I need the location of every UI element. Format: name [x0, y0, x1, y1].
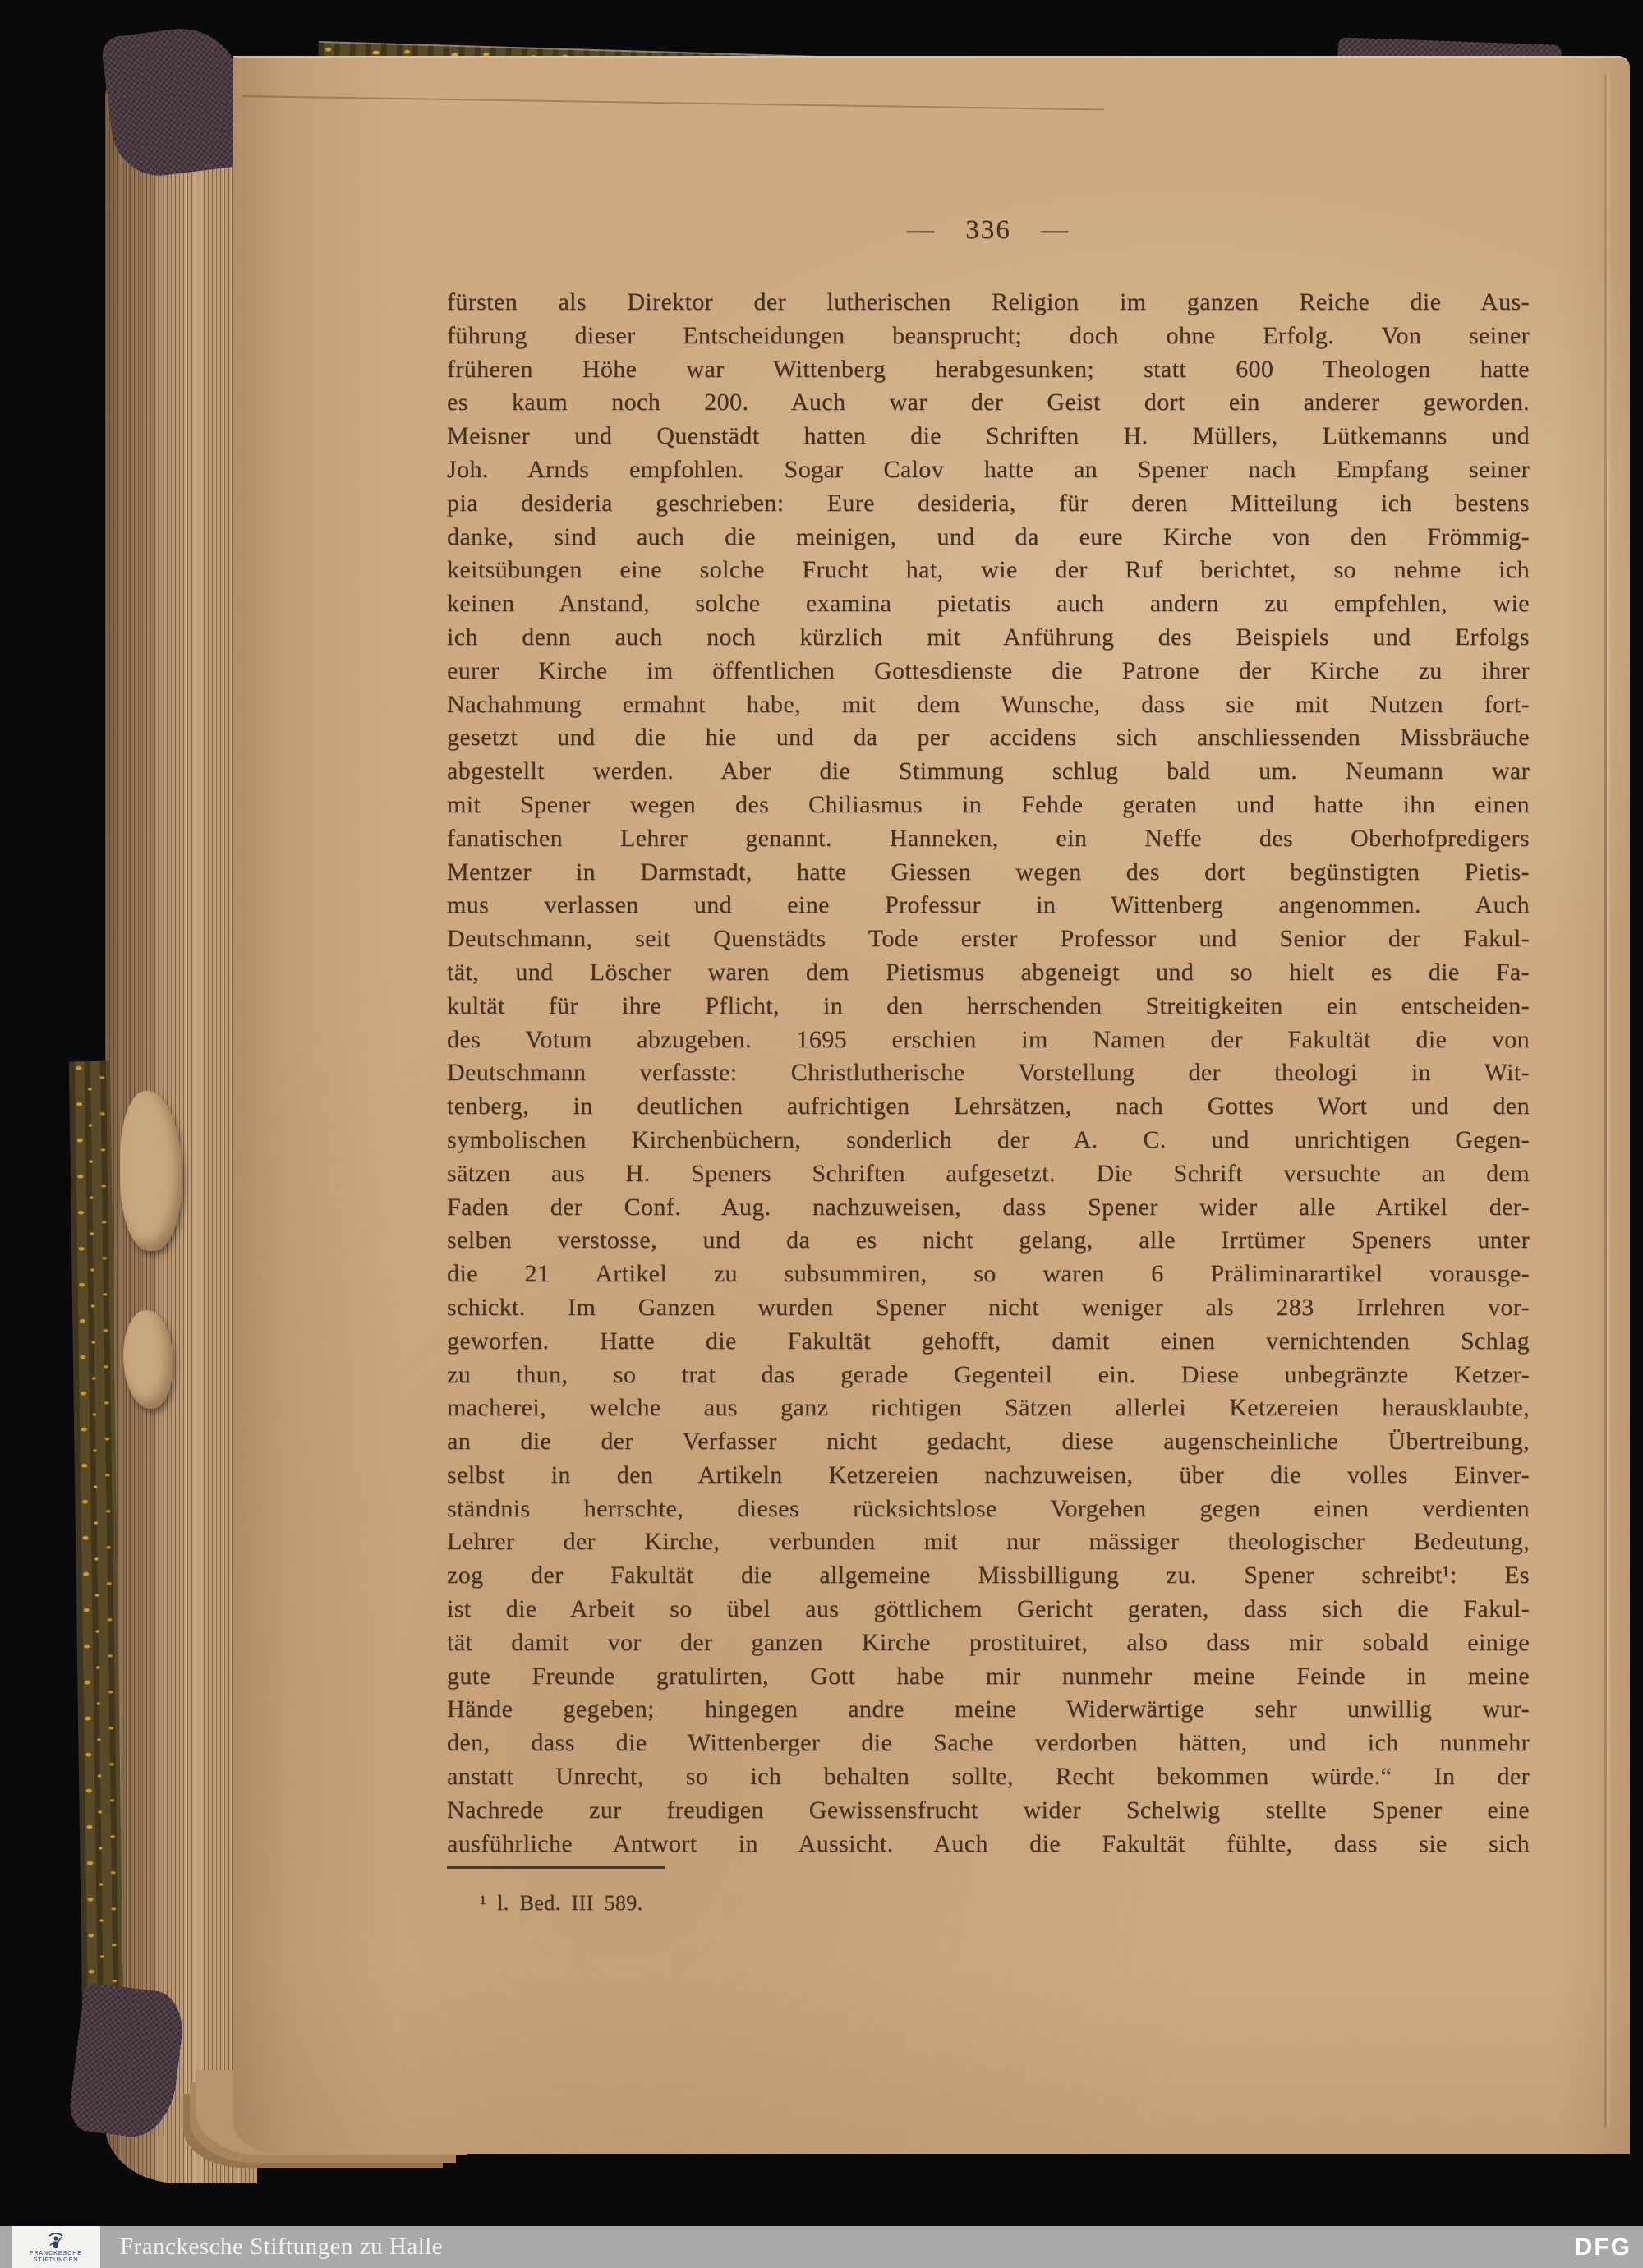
text-line: symbolischen Kirchenbüchern, sonderlich der A. C. und unrichtigen Gegen-	[447, 1125, 1530, 1153]
text-line: Meisner und Quenstädt hatten die Schriften H. Müllers, Lütkemanns und	[447, 422, 1530, 450]
page-number: — 336 —	[907, 215, 1070, 245]
text-line: kultät für ihre Pflicht, in den herrschenden Streitigkeiten ein entscheiden-	[447, 991, 1530, 1019]
text-line: macherei, welche aus ganz richtigen Sätzen allerlei Ketzereien herausklaubte,	[447, 1394, 1530, 1422]
text-line: des Votum abzugeben. 1695 erschien im Namen der Fakultät die von	[447, 1025, 1530, 1053]
book-page	[233, 56, 1630, 2154]
page-fold-line	[242, 95, 1104, 110]
text-line: ausführliche Antwort in Aussicht. Auch die Fakultät fühlte, dass sie sich	[447, 1829, 1530, 1857]
text-line: fürsten als Direktor der lutherischen Religion im ganzen Reiche die Aus-	[447, 288, 1530, 315]
text-line: Mentzer in Darmstadt, hatte Giessen wegen des dort begünstigten Pietis-	[447, 858, 1530, 886]
cover-corner-cloth	[100, 22, 252, 182]
text-line: ich denn auch noch kürzlich mit Anführung des Beispiels und Erfolgs	[447, 623, 1530, 651]
text-line: ständnis herrschte, dieses rücksichtslose Vorgehen gegen einen verdienten	[447, 1494, 1530, 1522]
footnote: ¹ l. Bed. III 589.	[480, 1891, 643, 1915]
franckesche-stiftungen-logo	[12, 2226, 100, 2268]
text-line: die 21 Artikel zu subsummiren, so waren 6 Präliminarartikel vorausge-	[447, 1260, 1530, 1288]
logo-text-line: FRANCKESCHE	[30, 2250, 82, 2256]
text-line: keitsübungen eine solche Frucht hat, wie der Ruf berichtet, so nehme ich	[447, 556, 1530, 584]
text-line: früheren Höhe war Wittenberg herabgesunken; statt 600 Theologen hatte	[447, 355, 1530, 383]
institution-label: Franckesche Stiftungen zu Halle	[120, 2233, 444, 2260]
franckesche-emblem-icon	[47, 2231, 65, 2251]
text-line: Hände gegeben; hingegen andre meine Widerwärtige sehr unwillig wur-	[447, 1695, 1530, 1723]
text-line: Deutschmann verfasste: Christlutherische Vorstellung der theologi in Wit-	[447, 1059, 1530, 1087]
text-line: pia desideria geschrieben: Eure desideria, für deren Mitteilung ich bestens	[447, 489, 1530, 517]
text-line: es kaum noch 200. Auch war der Geist dort ein anderer geworden.	[447, 389, 1530, 416]
text-line: mus verlassen und eine Professur in Wittenberg angenommen. Auch	[447, 891, 1530, 919]
text-line: führung dieser Entscheidungen beansprucht; doch ohne Erfolg. Von seiner	[447, 321, 1530, 349]
text-line: zu thun, so trat das gerade Gegenteil ein. Diese unbegränzte Ketzer-	[447, 1360, 1530, 1388]
text-line: schickt. Im Ganzen wurden Spener nicht weniger als 283 Irrlehren vor-	[447, 1293, 1530, 1321]
text-line: eurer Kirche im öffentlichen Gottesdienste die Patrone der Kirche zu ihrer	[447, 656, 1530, 684]
text-line: gesetzt und die hie und da per accidens sich anschliessenden Missbräuche	[447, 724, 1530, 752]
text-line: selben verstosse, und da es nicht gelang, alle Irrtümer Speners unter	[447, 1226, 1530, 1254]
footnote-rule	[447, 1866, 665, 1869]
text-line: fanatischen Lehrer genannt. Hanneken, ein Neffe des Oberhofpredigers	[447, 824, 1530, 852]
text-line: tät damit vor der ganzen Kirche prostituiret, also dass mir sobald einige	[447, 1628, 1530, 1656]
text-line: den, dass die Wittenberger die Sache verdorben hätten, und ich nunmehr	[447, 1729, 1530, 1757]
text-line: geworfen. Hatte die Fakultät gehofft, damit einen vernichtenden Schlag	[447, 1327, 1530, 1355]
text-line: abgestellt werden. Aber die Stimmung schlug bald um. Neumann war	[447, 757, 1530, 785]
text-lines	[447, 286, 1530, 1861]
text-line: selbst in den Artikeln Ketzereien nachzuweisen, über die volles Einver-	[447, 1461, 1530, 1488]
text-block	[447, 286, 1530, 1861]
franckesche-logo-text	[30, 2251, 82, 2264]
text-line: mit Spener wegen des Chiliasmus in Fehde geraten und hatte ihn einen	[447, 790, 1530, 818]
dfg-logo: DFG	[1574, 2233, 1631, 2261]
text-line: Nachahmung ermahnt habe, mit dem Wunsche, dass sie mit Nutzen fort-	[447, 690, 1530, 718]
viewer-footer-bar	[0, 2226, 1643, 2268]
text-line: Nachrede zur freudigen Gewissensfrucht wider Schelwig stellte Spener eine	[447, 1796, 1530, 1824]
text-line: ist die Arbeit so übel aus göttlichem Gericht geraten, dass sich die Fakul-	[447, 1595, 1530, 1623]
text-line: keinen Anstand, solche examina pietatis auch andern zu empfehlen, wie	[447, 590, 1530, 618]
text-line: sätzen aus H. Speners Schriften aufgesetzt. Die Schrift versuchte an dem	[447, 1159, 1530, 1187]
text-line: an die der Verfasser nicht gedacht, diese augenscheinliche Übertreibung,	[447, 1428, 1530, 1456]
text-line: tenberg, in deutlichen aufrichtigen Lehrsätzen, nach Gottes Wort und den	[447, 1093, 1530, 1120]
text-line: anstatt Unrecht, so ich behalten sollte, Recht bekommen würde.“ In der	[447, 1763, 1530, 1791]
page-crease-right	[1604, 74, 1607, 2128]
text-line: Faden der Conf. Aug. nachzuweisen, dass Spener wider alle Artikel der-	[447, 1193, 1530, 1221]
text-line: danke, sind auch die meinigen, und da eure Kirche von den Frömmig-	[447, 522, 1530, 550]
text-line: tät, und Löscher waren dem Pietismus abgeneigt und so hielt es die Fa-	[447, 958, 1530, 986]
text-line: Lehrer der Kirche, verbunden mit nur mässiger theologischer Bedeutung,	[447, 1528, 1530, 1556]
text-line: Deutschmann, seit Quenstädts Tode erster Professor und Senior der Fakul-	[447, 925, 1530, 953]
logo-text-line: STIFTUNGEN	[33, 2256, 79, 2263]
text-line: Joh. Arnds empfohlen. Sogar Calov hatte an Spener nach Empfang seiner	[447, 455, 1530, 483]
text-line: gute Freunde gratulirten, Gott habe mir nunmehr meine Feinde in meine	[447, 1662, 1530, 1690]
text-line: zog der Fakultät die allgemeine Missbilligung zu. Spener schreibt¹: Es	[447, 1562, 1530, 1589]
